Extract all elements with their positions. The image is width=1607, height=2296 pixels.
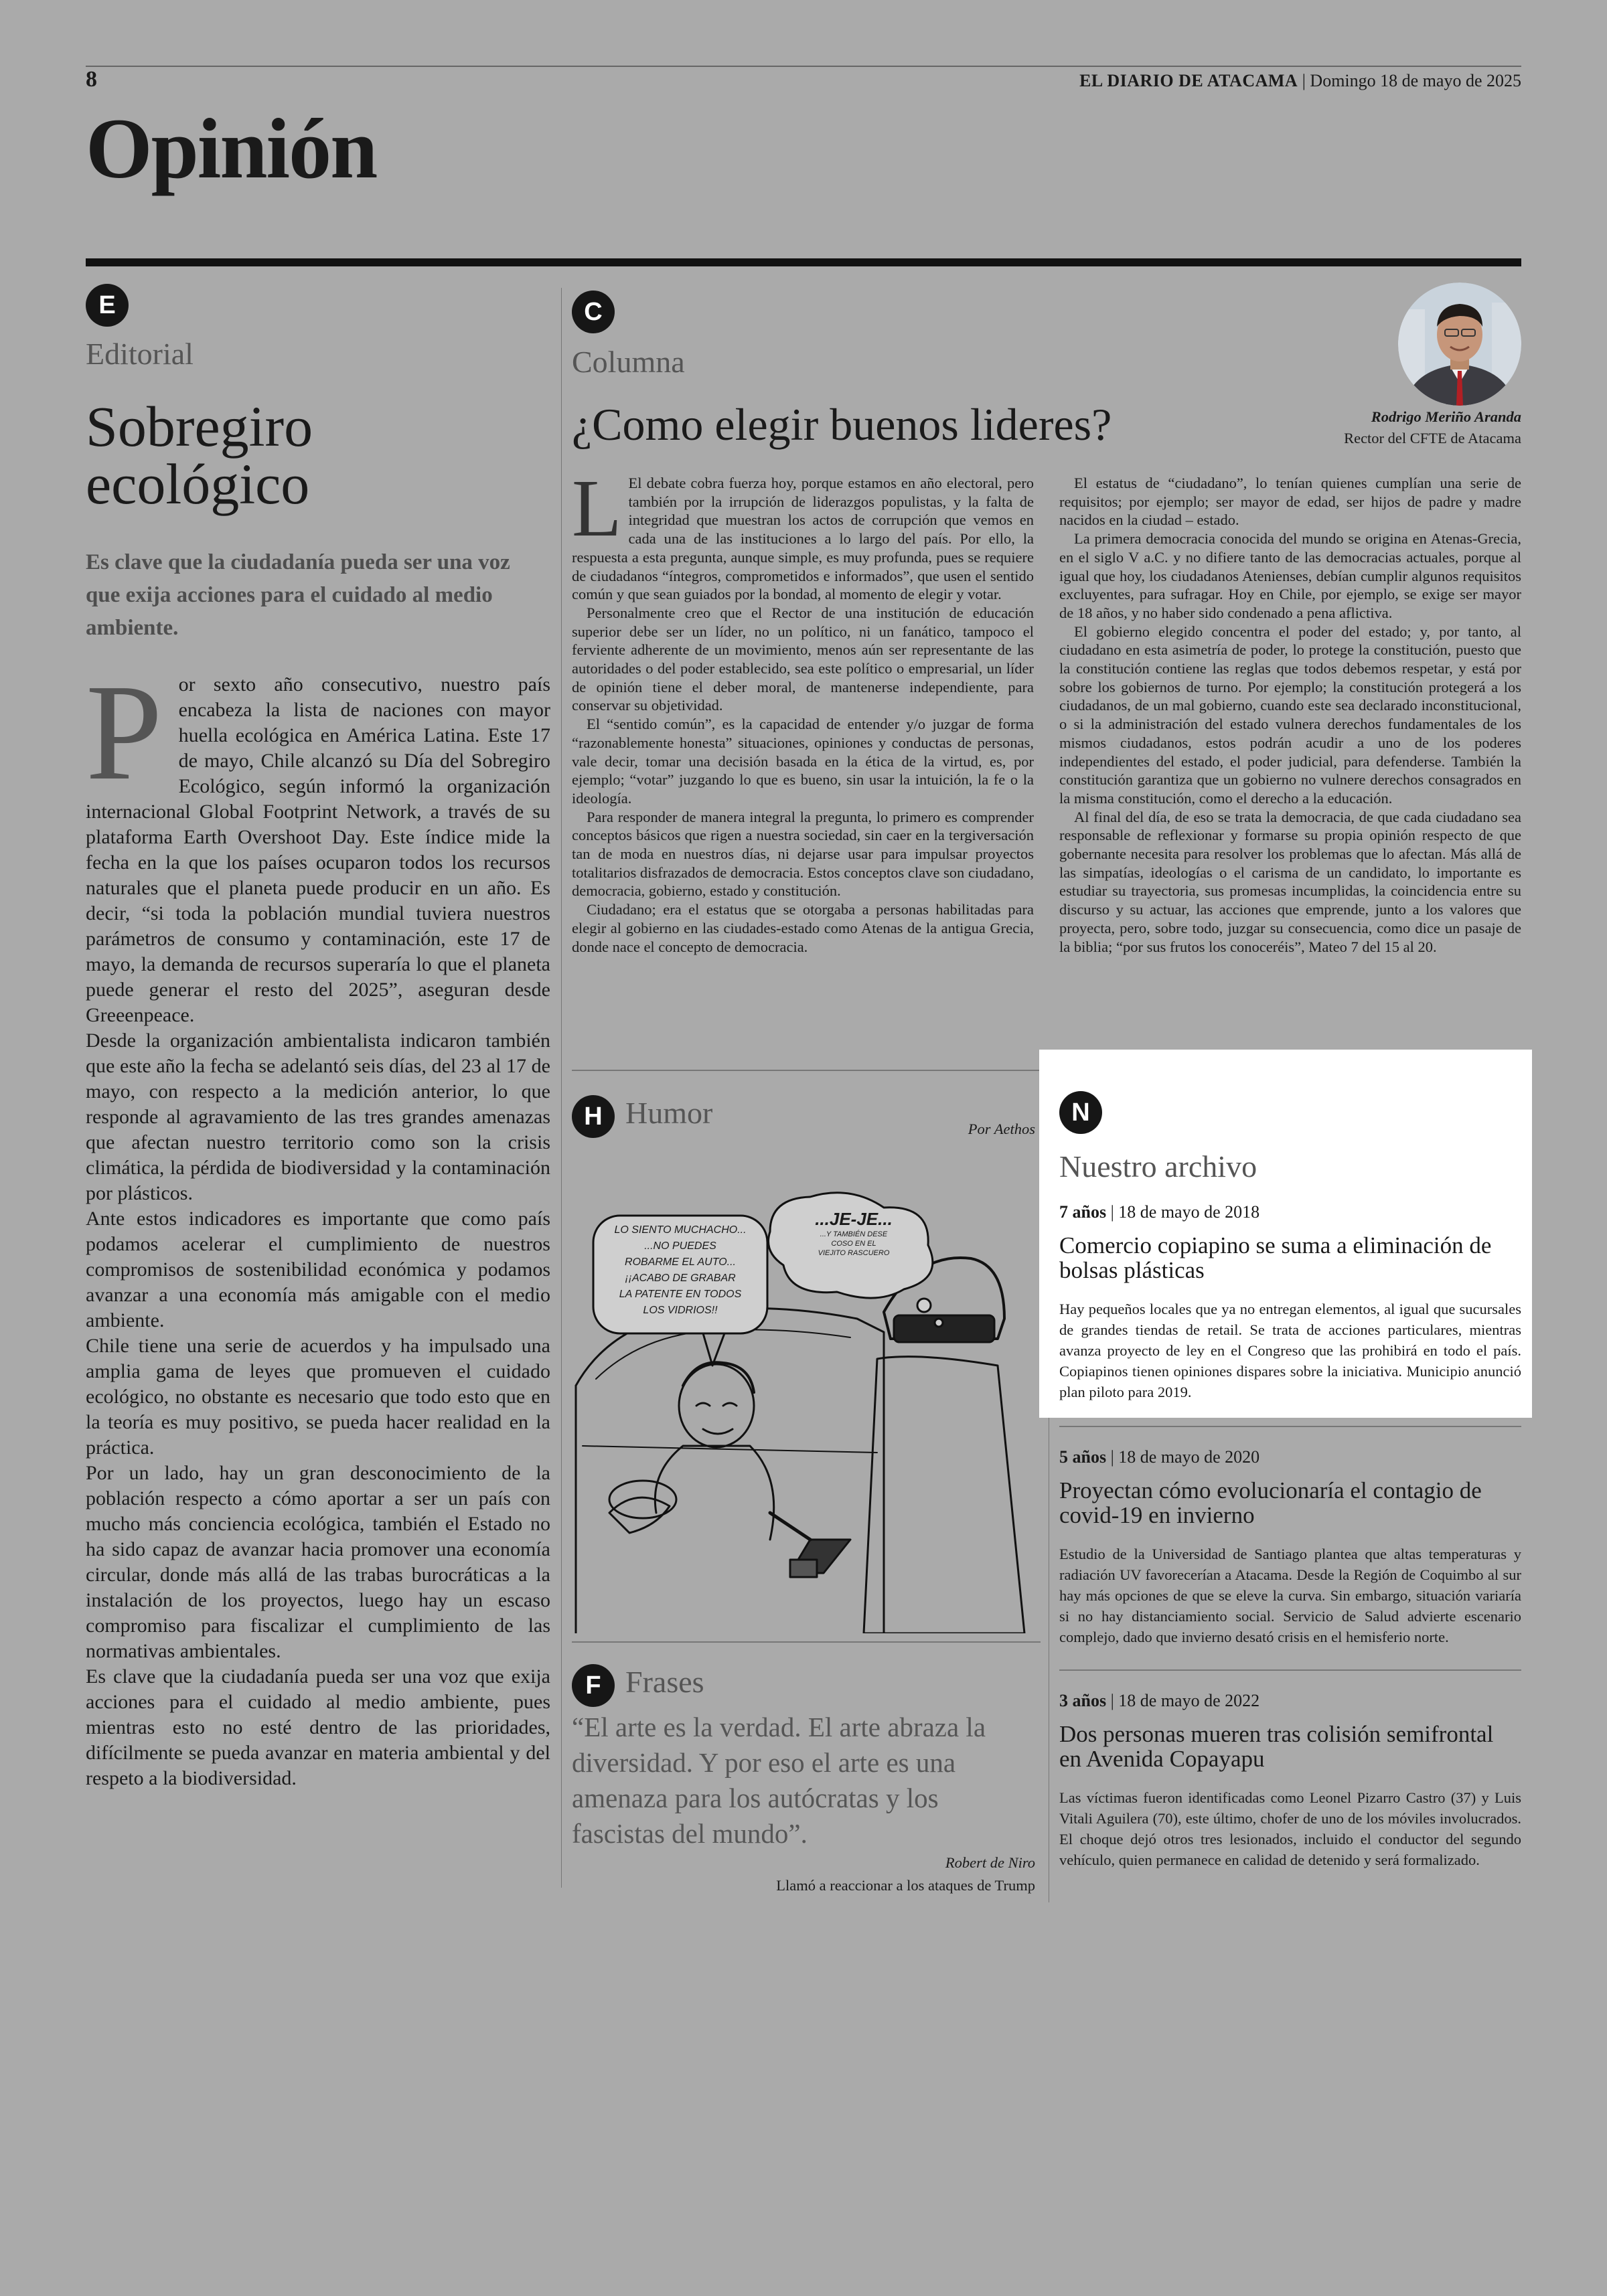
editorial-subhead: Es clave que la ciudadanía pueda ser una voz que exija acciones para el cuidado al medio ambiente. bbox=[86, 550, 510, 640]
bubble-line: ROBARME EL AUTO... bbox=[625, 1256, 736, 1268]
masthead bbox=[1079, 71, 1521, 91]
bubble-small-line: ...Y TAMBIÉN DESE bbox=[820, 1230, 888, 1238]
section-rule bbox=[86, 258, 1521, 266]
bubble-line: LA PATENTE EN TODOS bbox=[619, 1289, 742, 1300]
editorial-paragraph: or sexto año consecutivo, nuestro país encabeza la lista de naciones con mayor huella ecológica en América Latina. Este 17 de mayo, Chile alcanzó su Día del Sobregiro Ecológico, según informó la organización internacional Global Footprint Network, a través de su plataforma Earth Overshoot Day. Este índice mide la fecha en la que los países ocuparon todos los recursos naturales que el planeta puede producir en un año. Es decir, “si toda la población mundial tuviera nuestros parámetros de consumo y contaminación, este 17 de mayo, la demanda de recursos superaría lo que el planeta puede generar el resto del 2025”, aseguran desde Greeenpeace. bbox=[86, 673, 550, 1026]
archive-headline: Dos personas mueren tras colisión semifrontal en Avenida Copayapu bbox=[1059, 1721, 1494, 1772]
archive-meta bbox=[1059, 1691, 1521, 1711]
editorial-paragraph: Ante estos indicadores es importante que como país podamos acelerar el cumplimiento de nuestros compromisos de sostenibilidad económica y podamos avanzar a una economía más amigable con el medio ambiente. bbox=[86, 1208, 550, 1331]
archive-text: Hay pequeños locales que ya no entregan elementos, al igual que sucursales de grandes tiendas de retail. Se trata de acciones particulares, mientras avanza proyecto de ley en el Congreso que las prohibirá en todo el país. Copiapinos tienen opiniones dispares sobre la iniciativa. Municipio anunció plan piloto para 2019. bbox=[1059, 1301, 1521, 1400]
column-body-col2 bbox=[1059, 474, 1521, 956]
column-badge: C bbox=[572, 291, 615, 333]
archive-date: | 18 de mayo de 2018 bbox=[1110, 1202, 1260, 1222]
humor-cartoon bbox=[569, 1165, 1038, 1633]
editorial-paragraph: Desde la organización ambientalista indicaron también que este año la fecha se adelantó seis días, del 23 al 17 de mayo, con respecto a la medición anterior, lo que responde al agravamiento de las tres grandes amenazas que afectan nuestro territorio como son la crisis climática, la pérdida de biodiversidad y la contaminación por plásticos. bbox=[86, 1030, 550, 1204]
bubble-small-line: VIEJITO RASCUERO bbox=[818, 1249, 890, 1257]
page-number: 8 bbox=[86, 67, 97, 92]
editorial-title-line2: ecológico bbox=[86, 452, 310, 516]
column-paragraph: El debate cobra fuerza hoy, porque estamos en año electoral, pero también por la irrupción de liderazgos populistas, y la falta de integridad que muestran los actos de corrupción que vemos en cada una de las instituciones a lo largo del país. Por ello, la respuesta a esta pregunta, aunque simple, es muy profunda, pues se requiere de ciudadanos “íntegros, comprometidos e informados”, que usen el sentido común y que sean guiados por la bondad, al momento de elegir y votar. bbox=[572, 475, 1034, 603]
editorial-title-line1: Sobregiro bbox=[86, 394, 313, 459]
column-paragraph: El estatus de “ciudadano”, lo tenían quienes cumplían una serie de requisitos; por ejemplo; ser mayor de edad, ser hijos de padre y madre nacidos en la ciudad – estado. bbox=[1059, 475, 1521, 529]
archive-meta bbox=[1059, 1202, 1521, 1222]
editorial-paragraph: Chile tiene una serie de acuerdos y ha impulsado una amplia gama de leyes que promueven el cuidado ecológico, no obstante es necesario que todo esto que en la teoría es muy positivo, se pueda hacer realidad en la práctica. bbox=[86, 1335, 550, 1459]
editorial-drop-cap: P bbox=[86, 655, 163, 809]
author-photo bbox=[1398, 282, 1521, 406]
column-title: ¿Como elegir buenos lideres? bbox=[572, 399, 1112, 450]
column-divider bbox=[561, 288, 562, 1888]
column-bottom-rule bbox=[572, 1070, 1041, 1071]
editorial-title bbox=[86, 394, 568, 516]
archive-date: | 18 de mayo de 2020 bbox=[1110, 1447, 1260, 1467]
editorial-paragraph: Es clave que la ciudadanía pueda ser una voz que exija acciones para el cuidado al medio ambiente, pues mientras esto no esté dentro de las prioridades, difícilmente se pueda avanzar en materia ambiental y del respeto a la biodiversidad. bbox=[86, 1665, 550, 1789]
cartoon-bubble-2 bbox=[783, 1209, 924, 1258]
humor-kicker: Humor bbox=[625, 1096, 713, 1130]
archive-entry bbox=[1059, 1691, 1521, 1870]
bubble-line: LO SIENTO MUCHACHO... bbox=[614, 1224, 747, 1236]
editorial-kicker: Editorial bbox=[86, 337, 194, 371]
column-paragraph: Al final del día, de eso se trata la democracia, de que cada ciudadano sea responsable de reflexionar y formarse su propia opinión respecto de que gobernante necesita para resolver los problemas que lo afectan. Más allá de las simpatías, ideologías o el carisma de un candidato, lo importante es estudiar su trayectoria, sus promesas incumplidas, la coincidencia entre su discurso y su actuar, las acciones que emprende, junto a los valores que proyecta, pero, sobre todo, juzgar su consecuencia, como dice un pasaje de la biblia; “por sus frutos los conoceréis”, Mateo 7 del 15 al 20. bbox=[1059, 808, 1521, 955]
archive-headline: Comercio copiapino se suma a eliminación de bolsas plásticas bbox=[1059, 1232, 1492, 1283]
column-kicker: Columna bbox=[572, 345, 685, 379]
cartoon-bubble-1 bbox=[595, 1222, 766, 1319]
archive-rule bbox=[1059, 1669, 1521, 1671]
column-paragraph: La primera democracia conocida del mundo se origina en Atenas-Grecia, en el siglo V a.C. y no difiere tanto de las democracias actuales, porque al igual que hoy, los ciudadanos Atenienses, debían cumplir algunos requisitos excluyentes, para sufragar. Hoy en Chile, por ejemplo, se exige ser mayor de 18 años, y no haber sido condenado a pena aflictiva. bbox=[1059, 530, 1521, 621]
archive-entry bbox=[1059, 1202, 1521, 1402]
frases-context: Llamó a reaccionar a los ataques de Trump bbox=[776, 1877, 1035, 1894]
column-drop-cap: L bbox=[572, 463, 622, 554]
humor-bottom-rule bbox=[572, 1641, 1041, 1643]
bubble-line: ...NO PUEDES bbox=[644, 1240, 716, 1252]
newspaper-name: EL DIARIO DE ATACAMA bbox=[1079, 71, 1298, 90]
author-name: Rodrigo Meriño Aranda bbox=[1371, 408, 1521, 425]
archive-years: 3 años bbox=[1059, 1691, 1107, 1710]
frases-badge: F bbox=[572, 1664, 615, 1707]
editorial-body bbox=[86, 655, 550, 1791]
archive-years: 7 años bbox=[1059, 1202, 1107, 1222]
archive-meta bbox=[1059, 1447, 1521, 1467]
humor-badge: H bbox=[572, 1095, 615, 1138]
author-photo-illustration bbox=[1398, 282, 1521, 406]
column-body-col1 bbox=[572, 463, 1034, 956]
humor-credit: Por Aethos bbox=[968, 1121, 1035, 1137]
frases-author: Robert de Niro bbox=[945, 1854, 1035, 1871]
column-paragraph: Ciudadano; era el estatus que se otorgaba a personas habilitadas para elegir al gobierno en las ciudades-estado como Atenas de la antigua Grecia, donde nace el concepto de democracia. bbox=[572, 901, 1034, 955]
issue-date: | Domingo 18 de mayo de 2025 bbox=[1302, 71, 1521, 90]
archive-date: | 18 de mayo de 2022 bbox=[1110, 1691, 1260, 1710]
bubble-line: LOS VIDRIOS!! bbox=[643, 1305, 718, 1316]
editorial-paragraph: Por un lado, hay un gran desconocimiento de la población respecto a cómo aportar a ser un país con mucho más conciencia ecológica, también el Estado no ha sido capaz de avanzar hacia promover una economía circular, donde más allá de las trabas burocráticas a la instalación de los proyectos, luego hay un escaso compromiso para fiscalizar el cumplimiento de las normativas ambientales. bbox=[86, 1462, 550, 1662]
archive-badge: N bbox=[1059, 1091, 1102, 1134]
frases-kicker: Frases bbox=[625, 1665, 704, 1699]
archive-entry bbox=[1059, 1447, 1521, 1647]
frases-quote: “El arte es la verdad. El arte abraza la diversidad. Y por eso el arte es una amenaza para los autócratas y los fascistas del mundo”. bbox=[572, 1712, 986, 1849]
editorial-badge: E bbox=[86, 284, 129, 327]
bubble-small-line: COSO EN EL bbox=[831, 1240, 876, 1248]
column-paragraph: Para responder de manera integral la pregunta, lo primero es comprender conceptos básicos que rigen a nuestra sociedad, sin caer en la tergiversación tan de moda en nuestros días, ni dejarse usar para impulsar proyectos totalitarios disfrazados de democracia. Estos conceptos clave son ciudadano, democracia, gobierno, estado y constitución. bbox=[572, 808, 1034, 900]
column-paragraph: El “sentido común”, es la capacidad de entender y/o juzgar de forma “razonablemente honesta” situaciones, opiniones y conductas de personas, vale decir, tomar una decisión basada en la ética de la virtud, es, por ejemplo; “votar” juzgando lo que es bueno, sin usar la intuición, la fe o la ideología. bbox=[572, 716, 1034, 807]
bubble-main: ...JE-JE... bbox=[815, 1209, 893, 1229]
archive-rule bbox=[1059, 1426, 1521, 1427]
archive-text: Estudio de la Universidad de Santiago plantea que altas temperaturas y radiación UV favorecerían a Atacama. Desde la Región de Coquimbo al sur hay más opciones de que se eleve la curva. Sin embargo, situación variaría si no hay distanciamiento social. Servicio de Salud advierte escenario complejo, dado que invierno desató crisis en el hemisferio norte. bbox=[1059, 1546, 1521, 1645]
top-rule bbox=[86, 66, 1521, 67]
author-role: Rector del CFTE de Atacama bbox=[1344, 430, 1521, 446]
column-paragraph: Personalmente creo que el Rector de una institución de educación superior debe ser un líder, no un político, ni un fanático, tampoco el ferviente adherente de un movimiento, menos aún ser representante de las autoridades o del poder establecido, sea este político o empresarial, un líder de opinión tiene el deber moral, de mantenerse independiente, para conservar su objetividad. bbox=[572, 604, 1034, 714]
section-title: Opinión bbox=[86, 101, 377, 196]
archive-text: Las víctimas fueron identificadas como Leonel Pizarro Castro (37) y Luis Vitali Aguilera (70), este último, chofer de uno de los móviles involucrados. El choque dejó otros tres lesionados, incluido el conductor del segundo vehículo, quien permanece en calidad de detenido y será formalizado. bbox=[1059, 1789, 1521, 1868]
archive-years: 5 años bbox=[1059, 1447, 1107, 1467]
archive-kicker: Nuestro archivo bbox=[1059, 1149, 1257, 1183]
archive-headline: Proyectan cómo evolucionaría el contagio de covid-19 en invierno bbox=[1059, 1477, 1482, 1528]
bubble-line: ¡¡ACABO DE GRABAR bbox=[625, 1273, 736, 1284]
column-paragraph: El gobierno elegido concentra el poder del estado; y, por tanto, al ciudadano en esta asimetría de poder, lo protege la constitución, puesto que la constitución contiene las reglas que todos debemos respetar, y está por sobre los gobiernos de turno. Por ejemplo; la constitución protegerá a los ciudadanos, de un mal gobierno, cuando este sea declarado inconstitucional, o si la administración del estado vulnera derechos fundamentales de los mismos ciudadanos, estos podrán acudir a uno de los poderes independientes del estado, el poder judicial, para defenderse. También la constitución garantiza que un gobierno no vulnere derechos consagrados en la misma constitución, como el derecho a la educación. bbox=[1059, 623, 1521, 807]
